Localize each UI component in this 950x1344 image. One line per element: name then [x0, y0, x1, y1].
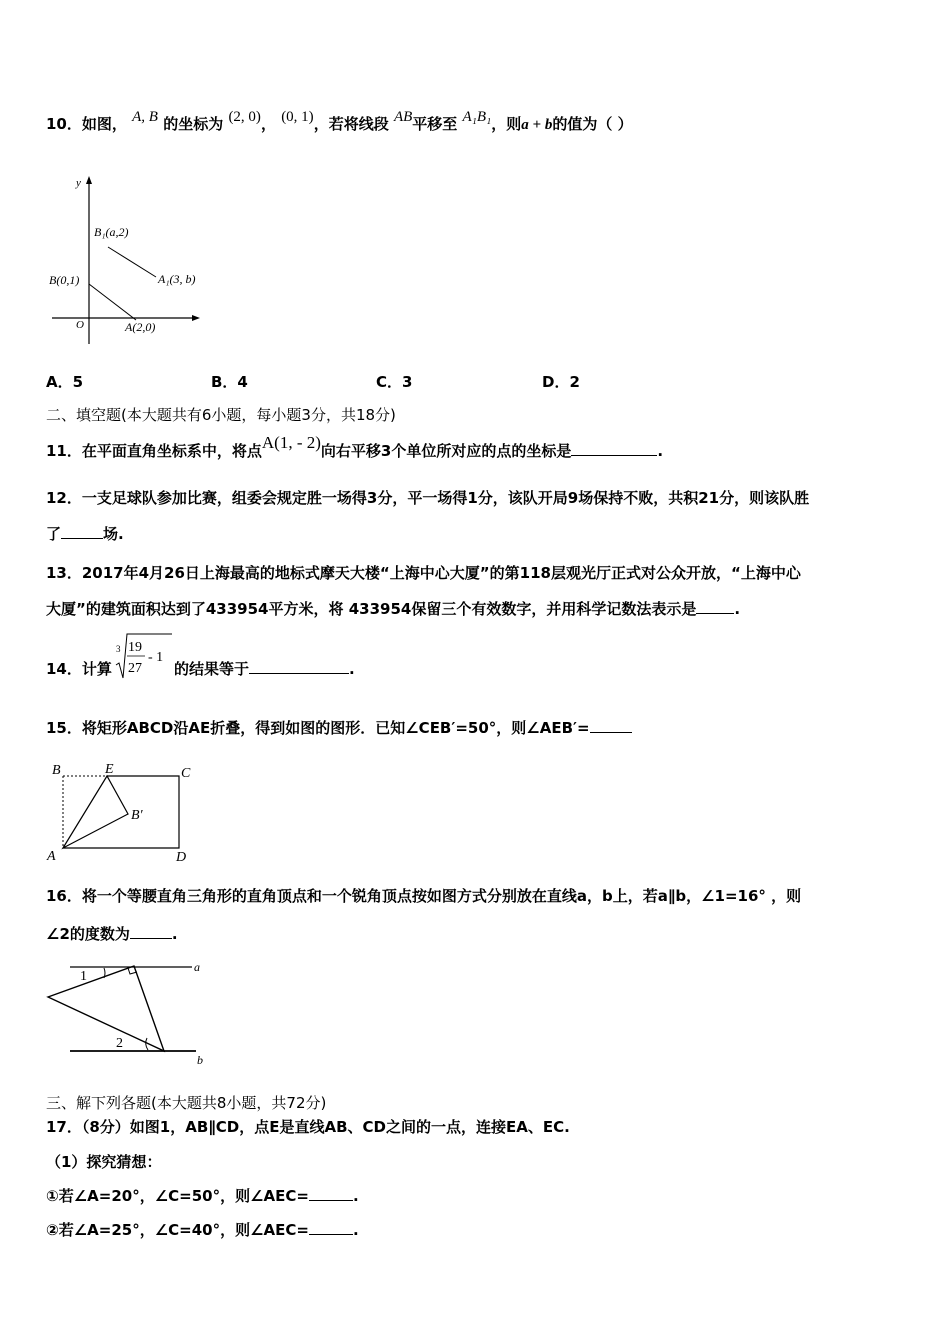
q17-text: .	[352, 1221, 359, 1239]
q14-text: 的结果等于	[174, 660, 250, 678]
q10-number: 10．	[46, 115, 82, 133]
q10-option-a: A．5	[46, 373, 84, 391]
q12-text: 场.	[103, 525, 124, 543]
section-3-heading: 三、解下列各题(本大题共8小题，共72分)	[46, 1094, 327, 1112]
q10-option-c: C．3	[376, 373, 413, 391]
segment-ab	[89, 284, 136, 320]
q10-coordinate-figure	[44, 172, 214, 350]
q17-text: ②若∠A=25°，∠C=40°，则∠AEC=	[46, 1221, 309, 1239]
root-index: 3	[116, 644, 121, 654]
q11-text: .	[657, 442, 664, 460]
q12-line-1: 12．一支足球队参加比赛，组委会规定胜一场得3分，平一场得1分，该队开局9场保持不败，共积21分，则该队胜	[46, 489, 810, 507]
q13-text: .	[734, 600, 741, 618]
question-15	[46, 718, 632, 738]
fraction-denominator: 27	[128, 661, 142, 676]
point-a1-label: A₁(3, b)	[158, 272, 196, 286]
q10-text: ，若将线段	[313, 115, 389, 133]
q17-part-1: （1）探究猜想：	[46, 1153, 162, 1171]
q10-option-d: D．2	[542, 373, 580, 391]
q10-option-b: B．4	[211, 373, 248, 391]
label-d: D	[176, 850, 187, 865]
q16-parallel-lines-figure	[44, 958, 214, 1070]
line-b-label: b	[197, 1053, 203, 1067]
q16-line-1: 16．将一个等腰直角三角形的直角顶点和一个锐角顶点按如图方式分别放在直线a，b上，若a∥b，∠1=16° ，则	[46, 887, 802, 905]
q13-line-2	[46, 599, 740, 619]
q11-text: 在平面直角坐标系中，将点	[81, 442, 262, 460]
y-axis-label: y	[76, 177, 81, 189]
q14-tail	[174, 659, 355, 679]
angle-2-label: 2	[116, 1036, 123, 1051]
q16-text: ∠2的度数为	[46, 925, 130, 943]
q12-answer-blank	[61, 524, 103, 539]
q17-text: .	[352, 1187, 359, 1205]
q15-rectangle-fold-figure	[44, 758, 204, 866]
question-14	[46, 659, 112, 679]
q14-number: 14．	[46, 660, 82, 678]
q10-math-segment: AB	[393, 109, 413, 125]
q16-answer-blank	[130, 924, 172, 939]
q16-text: .	[171, 925, 178, 943]
minus-one: - 1	[148, 650, 164, 665]
q15-answer-blank	[590, 718, 632, 733]
point-b-label: B(0,1)	[49, 273, 80, 287]
section-2-heading: 二、填空题(本大题共有6小题，每小题3分，共18分)	[46, 406, 396, 424]
label-b-prime: B′	[131, 808, 143, 823]
q10-text: 如图，	[81, 115, 127, 133]
q14-answer-blank	[249, 659, 349, 674]
label-e: E	[105, 762, 114, 777]
q11-answer-blank	[571, 441, 657, 456]
q17-sub1-answer-blank	[309, 1186, 353, 1201]
q16-line-2	[46, 924, 178, 944]
q11-number: 11．	[46, 442, 82, 460]
segment-a1b1	[108, 247, 156, 277]
q10-math-coord-b: (0, 1)	[281, 109, 314, 125]
q10-math-segment-moved: A₁B₁	[462, 109, 492, 125]
q10-math-coord-a: (2, 0)	[228, 109, 261, 125]
q14-cube-root-expression	[114, 632, 176, 682]
label-c: C	[181, 766, 191, 781]
q13-line-1: 13．2017年4月26日上海最高的地标式摩天大楼“上海中心大厦”的第118层观光厅正式对公众开放，“上海中心	[46, 564, 801, 582]
label-b: B	[52, 763, 61, 778]
q11-text: 向右平移3个单位所对应的点的坐标是	[320, 442, 572, 460]
q10-text: 的值为（ ）	[552, 115, 633, 133]
q10-text: ，	[260, 115, 276, 133]
q17-sub-1	[46, 1186, 359, 1206]
q10-text: 平移至	[412, 115, 458, 133]
angle-1-label: 1	[80, 969, 87, 984]
q14-text: 计算	[81, 660, 112, 678]
label-a: A	[47, 849, 56, 864]
q13-text: 大厦”的建筑面积达到了433954平方米，将 433954保留三个有效数字，并用科学记数法表示是	[46, 600, 697, 618]
q10-math-sum: a + b	[521, 117, 553, 133]
q14-text: .	[349, 660, 355, 678]
x-axis-arrow	[192, 315, 200, 321]
y-axis-arrow	[86, 176, 92, 184]
q11-math-point: A(1, - 2)	[261, 433, 321, 452]
question-10	[46, 109, 633, 135]
q12-text: 了	[46, 525, 62, 543]
q17-stem: 17．（8分）如图1，AB∥CD，点E是直线AB、CD之间的一点，连接EA、EC.	[46, 1118, 570, 1136]
folded-triangle	[63, 776, 128, 848]
q15-text: 15．将矩形ABCD沿AE折叠，得到如图的图形．已知∠CEB′=50°，则∠AEB′=	[46, 719, 590, 737]
point-a-label: A(2,0)	[125, 320, 156, 334]
q12-line-2	[46, 524, 124, 544]
q17-sub-2	[46, 1220, 359, 1240]
point-b1-label: B₁(a,2)	[94, 225, 129, 239]
angle-1-arc	[104, 968, 105, 978]
q10-text: ，则	[491, 115, 522, 133]
q10-math-ab: A, B	[132, 109, 158, 125]
rectangle-edges	[63, 776, 179, 848]
origin-label: O	[76, 319, 84, 331]
fraction-numerator: 19	[128, 640, 142, 655]
line-a-label: a	[194, 960, 200, 974]
q13-answer-blank	[696, 599, 734, 614]
q17-text: ①若∠A=20°，∠C=50°，则∠AEC=	[46, 1187, 309, 1205]
q17-sub2-answer-blank	[309, 1220, 353, 1235]
q10-text: 的坐标为	[163, 115, 224, 133]
question-11	[46, 433, 664, 461]
